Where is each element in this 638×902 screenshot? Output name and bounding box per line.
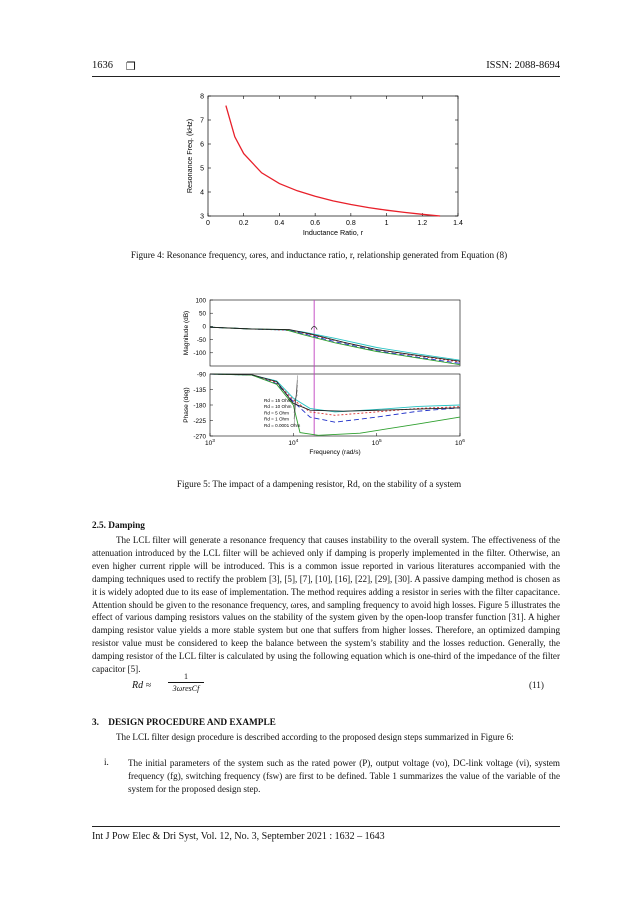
x-tick-label: 1.4 [453, 220, 463, 227]
y-tick-label: 8 [200, 93, 204, 101]
x-tick-label: 0.6 [310, 220, 321, 227]
phase-tick-label: -135 [193, 386, 206, 394]
phase-tick-label: -270 [193, 433, 206, 441]
x-axis-label: Frequency (rad/s) [309, 449, 361, 456]
damping-text: The LCL filter will generate a resonance frequency that causes instability to the overall system. The effectiveness of the attenuation introduced by the LCL filter will be achieved only if damping is properly implemented in the filter. Otherwise, an even higher current ripple will be introduced. This is a common issue reported in various literatures accompanied with the damping techniques used to rectify the problem [3], [5], [7], [10], [16], [22], [29], [30]. A passive damping method is chosen as it is widely adopted due to its ease of implementation. The method requires adding a resistor in series with the filter capacitance. Attention should be given to the resonance frequency, ωres, and sampling frequency to avoid high losses. Figure 5 illustrates the effect of various damping resistors values on the stability of the system given by the open-loop transfer function [31]. A higher damping resistor value yields a more stable system but one that suffers from higher losses. Therefore, an optimized damping resistor value must be considered to keep the balance between the system’s stability and the losses reduction. Generally, the damping resistor of the LCL filter is calculated by using the following equation which is one-third of the impedance of the filter capacitor [5]. [92, 535, 560, 675]
y-tick-label: 3 [200, 213, 204, 221]
figure-4-chart [180, 88, 480, 238]
legend-label: Rd = 15 Ohm [264, 398, 292, 403]
equation-numerator: 1 [168, 672, 204, 683]
legend-label: Rd = 0.0001 Ohm [264, 422, 301, 428]
x-tick-label: 0.4 [274, 220, 285, 227]
list-item-text: The initial parameters of the system such as the rated power (P), output voltage (vo), DC-link voltage (vi), system frequency (fg), switching frequency (fsw) are first to be defined. Table 1 summarizes the value of the variable of the system for the proposed design step. [128, 758, 560, 794]
magnitude-tick-label: 50 [198, 310, 206, 318]
design-paragraph [92, 731, 560, 744]
y-tick-label: 5 [200, 165, 204, 173]
legend-label: Rd = 5 Ohm [264, 410, 289, 416]
damping-paragraph [92, 534, 560, 676]
equation-fraction [168, 672, 204, 694]
x-tick-label: $10^4$ [288, 439, 299, 447]
phase-tick-label: -180 [193, 402, 206, 410]
y-tick-label: 4 [200, 189, 204, 197]
phase-frame [210, 374, 460, 436]
box-glyph-icon: ❐ [126, 60, 136, 73]
equation-number: (11) [529, 680, 544, 690]
x-tick-label: 1 [384, 220, 389, 227]
x-tick-label: 1.2 [417, 220, 428, 227]
x-tick-label: 0 [206, 220, 210, 227]
y-tick-label: 6 [200, 141, 204, 149]
x-tick-label: $10^3$ [205, 439, 215, 447]
figure-5-caption: Figure 5: The impact of a dampening resistor, Rd, on the stability of a system [176, 479, 462, 489]
phase-tick-label: -225 [193, 417, 206, 425]
figure-4-caption: Figure 4: Resonance frequency, ωres, and inductance ratio, r, relationship generated from Equation (8) [130, 250, 508, 260]
x-tick-label: 0.2 [238, 220, 249, 227]
legend-label: Rd = 10 Ohm [264, 404, 292, 410]
equation-denominator: 3ωresCf [172, 684, 200, 693]
phase-axis-label: Phase (deg) [183, 387, 190, 423]
section-heading-damping: 2.5. Damping [92, 521, 145, 531]
x-tick-label: 0.8 [345, 220, 356, 227]
issn: ISSN: 2088-8694 [486, 60, 560, 71]
magnitude-tick-label: -100 [193, 350, 206, 358]
magnitude-axis-label: Magnitude (dB) [183, 310, 190, 356]
list-item [128, 757, 560, 796]
list-marker: i. [104, 757, 109, 767]
magnitude-tick-label: 0 [202, 323, 206, 331]
section-heading-design: 3. DESIGN PROCEDURE AND EXAMPLE [92, 718, 276, 728]
magnitude-tick-label: 100 [195, 297, 206, 305]
y-tick-label: 7 [200, 117, 204, 125]
x-axis-label: Inductance Ratio, r [302, 228, 364, 237]
header-rule [92, 76, 560, 77]
x-tick-label: $10^6$ [455, 439, 465, 447]
footer-rule [92, 826, 560, 827]
design-text: The LCL filter design procedure is described according to the proposed design steps summarized in Figure 6: [116, 732, 514, 742]
equation-lhs: Rd ≈ [132, 680, 152, 691]
legend-label: Rd = 1 Ohm [264, 416, 289, 422]
page-number: 1636 [92, 60, 113, 71]
x-tick-label: $10^5$ [371, 439, 382, 447]
footer-citation: Int J Pow Elec & Dri Syst, Vol. 12, No. 3, September 2021 : 1632 – 1643 [92, 831, 385, 842]
magnitude-tick-label: -50 [196, 336, 206, 344]
phase-tick-label: -90 [196, 371, 206, 379]
figure-5-chart [178, 292, 478, 464]
y-axis-label: Resonance Freq. (kHz) [185, 118, 194, 194]
